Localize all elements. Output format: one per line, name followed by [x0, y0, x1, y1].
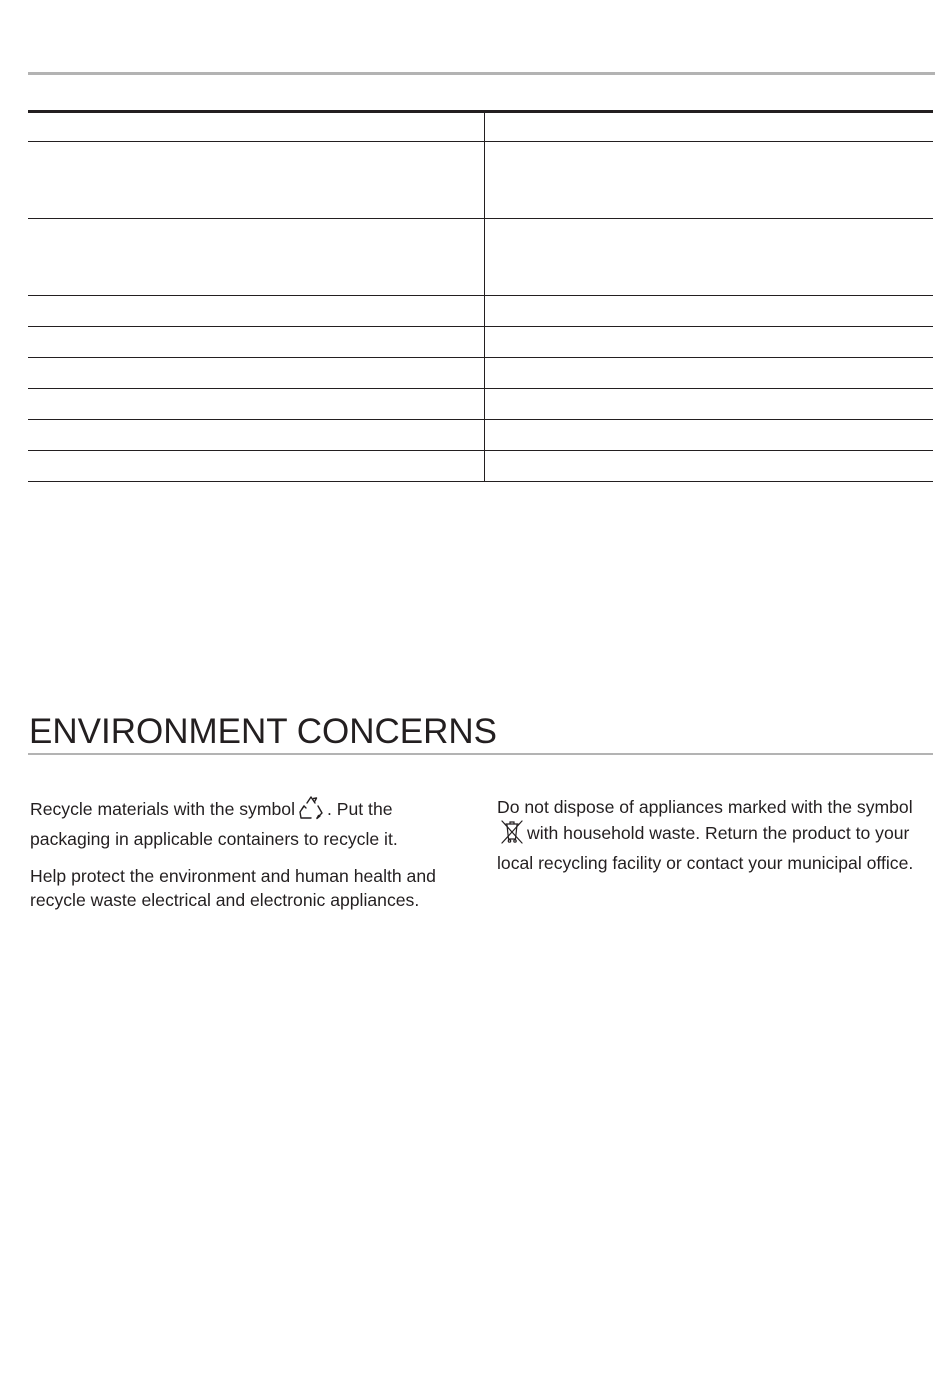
table-cell	[485, 420, 934, 451]
table-cell	[28, 358, 485, 389]
disposal-text-after: with household waste. Return the product to your local recycling facility or contact your municipal office.	[497, 823, 914, 873]
protect-paragraph: Help protect the environment and human health and recycle waste electrical and electronic appliances.	[30, 866, 436, 910]
section-title: ENVIRONMENT CONCERNS	[29, 712, 498, 751]
table-row	[28, 327, 933, 358]
table-cell	[485, 142, 934, 219]
disposal-text-before: Do not dispose of appliances marked with the symbol	[497, 797, 913, 817]
recycle-paragraph	[30, 795, 455, 851]
crossed-out-bin-icon	[499, 819, 525, 851]
table-cell	[485, 327, 934, 358]
table-cell	[28, 420, 485, 451]
table-row	[28, 420, 933, 451]
table-row	[28, 296, 933, 327]
recycle-text-after: . Put the packaging in applicable containers to recycle it.	[30, 799, 398, 849]
table-cell	[485, 219, 934, 296]
spec-table	[28, 110, 933, 482]
table-row	[28, 142, 933, 219]
table-cell	[485, 451, 934, 482]
section-rule	[28, 753, 933, 755]
table-row	[28, 358, 933, 389]
disposal-paragraph	[497, 795, 917, 875]
top-rule	[28, 72, 935, 75]
table-cell	[485, 296, 934, 327]
table-cell	[28, 142, 485, 219]
table-row	[28, 219, 933, 296]
table-cell	[28, 219, 485, 296]
table-header-cell	[28, 112, 485, 142]
left-column	[30, 795, 455, 925]
table-row	[28, 451, 933, 482]
table-cell	[28, 451, 485, 482]
recycle-text-before: Recycle materials with the symbol	[30, 799, 295, 819]
right-column	[497, 795, 917, 888]
table-cell	[28, 389, 485, 420]
recycle-icon	[297, 795, 325, 827]
table-row	[28, 389, 933, 420]
table-header-cell	[485, 112, 934, 142]
table-cell	[28, 296, 485, 327]
table-header-row	[28, 112, 933, 142]
table-cell	[485, 389, 934, 420]
table-cell	[28, 327, 485, 358]
table-cell	[485, 358, 934, 389]
